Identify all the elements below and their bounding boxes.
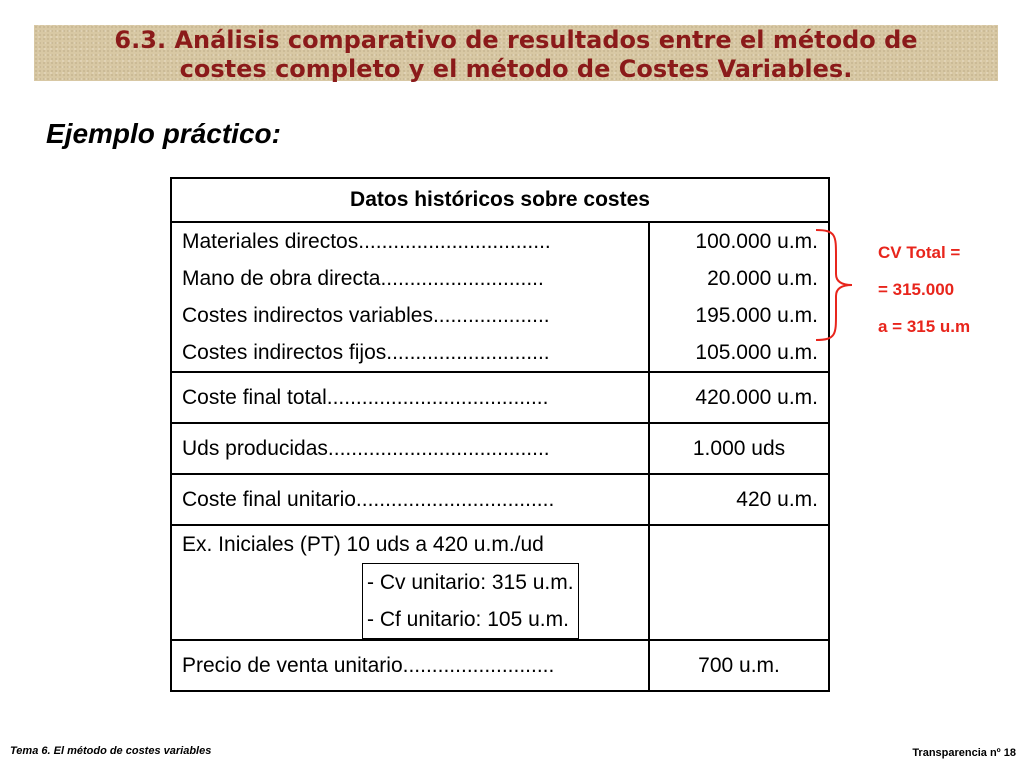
initial-stock-row — [171, 525, 829, 640]
cost-data-table — [170, 177, 830, 692]
section-subtitle: Ejemplo práctico: — [46, 118, 281, 149]
cost-label-fixed-overhead: Costes indirectos fijos............................ — [182, 341, 550, 364]
cost-values-cell — [649, 222, 829, 372]
variable-unit-cost: - Cv unitario: 315 u.m. — [367, 571, 574, 594]
cost-value-labor: 20.000 u.m. — [707, 267, 818, 290]
curly-brace-icon — [814, 226, 854, 344]
total-cost-value: 420.000 u.m. — [649, 372, 829, 423]
initial-stock-cell — [171, 525, 649, 640]
total-cost-row — [171, 372, 829, 423]
cost-labels-cell — [171, 222, 649, 372]
cv-total-value: = 315.000 — [878, 280, 955, 299]
total-cost-label: Coste final total...................................... — [171, 372, 649, 423]
sale-price-row — [171, 640, 829, 691]
cv-unit-value: a = 315 u.m — [878, 317, 971, 336]
fixed-unit-cost: - Cf unitario: 105 u.m. — [367, 608, 569, 631]
unit-cost-label: Coste final unitario.................................. — [171, 474, 649, 525]
units-produced-row — [171, 423, 829, 474]
cost-label-materials: Materiales directos................................. — [182, 230, 551, 253]
units-produced-value: 1.000 uds — [649, 423, 829, 474]
sale-price-label: Precio de venta unitario.......................... — [171, 640, 649, 691]
unit-cost-breakdown-box — [362, 563, 579, 639]
sale-price-value: 700 u.m. — [649, 640, 829, 691]
initial-stock-empty-cell — [649, 525, 829, 640]
cost-breakdown-row — [171, 222, 829, 372]
slide-title — [34, 26, 998, 84]
cost-value-variable-overhead: 195.000 u.m. — [695, 304, 818, 327]
cv-total-label: CV Total = — [878, 243, 961, 262]
units-produced-label: Uds producidas...................................... — [171, 423, 649, 474]
initial-stock-line: Ex. Iniciales (PT) 10 uds a 420 u.m./ud — [182, 533, 544, 556]
cost-label-labor: Mano de obra directa............................ — [182, 267, 544, 290]
unit-cost-value: 420 u.m. — [649, 474, 829, 525]
title-line-2: costes completo y el método de Costes Variables. — [179, 55, 853, 83]
cost-value-materials: 100.000 u.m. — [695, 230, 818, 253]
footer-slide-number: Transparencia nº 18 — [912, 747, 1016, 759]
footer-topic: Tema 6. El método de costes variables — [10, 745, 212, 757]
table-header: Datos históricos sobre costes — [171, 178, 829, 222]
title-line-1: 6.3. Análisis comparativo de resultados entre el método de — [114, 26, 918, 54]
variable-cost-note — [878, 234, 970, 345]
cost-label-variable-overhead: Costes indirectos variables.................... — [182, 304, 550, 327]
cost-value-fixed-overhead: 105.000 u.m. — [695, 341, 818, 364]
unit-cost-row — [171, 474, 829, 525]
table-header-row — [171, 178, 829, 222]
